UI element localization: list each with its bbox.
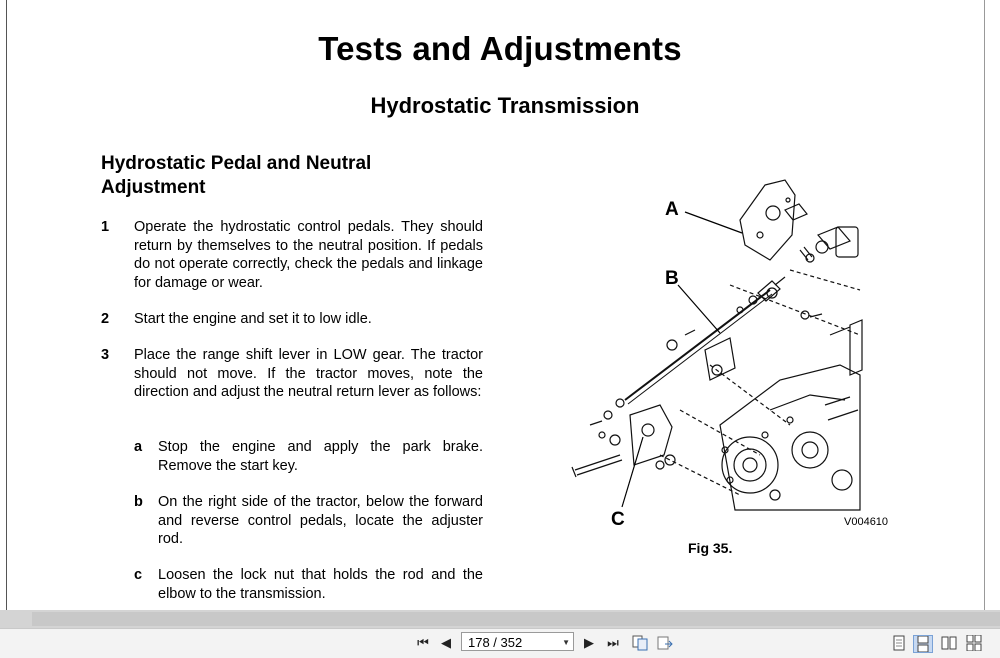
first-page-icon[interactable]: ⏮ [417,635,429,650]
page-title: Tests and Adjustments [318,30,682,67]
transmission-diagram [560,175,900,535]
previous-page-icon[interactable]: ◀ [441,635,451,650]
page-right-border [984,0,985,610]
page-indicator: 178 / 352 [468,635,523,650]
step-text: Operate the hydrostatic control pedals. They should return by themselves to the neutral position. If pedals do not operate correctly, check the pedals and linkage for damage or wear. [134,219,483,291]
substep-letter: a [134,439,143,455]
two-page-continuous-view-icon[interactable] [965,635,983,651]
step-number: 3 [101,347,110,363]
figure-caption: Fig 35. [688,540,733,556]
substep-text: Loosen the lock nut that holds the rod and the elbow to the transmission. [158,567,483,602]
substep-letter: b [134,494,143,510]
substep-letter: c [134,567,143,583]
export-page-icon[interactable] [656,635,674,651]
step-text: Start the engine and set it to low idle. [134,311,372,327]
figure-code: V004610 [844,516,889,528]
substep-text: On the right side of the tractor, below the forward and reverse control pedals, locate the adjuster rod. [158,494,483,547]
page-number-select[interactable] [461,632,574,651]
single-page-view-icon[interactable] [890,635,908,651]
substep-text: Stop the engine and apply the park brake. Remove the start key. [158,439,483,474]
step-number: 1 [101,219,110,235]
page-left-border [6,0,7,610]
figure-label-a: A [665,199,679,220]
copy-page-icon[interactable] [631,635,649,651]
page-subtitle: Hydrostatic Transmission [370,93,640,118]
chevron-down-icon: ▼ [562,638,570,647]
last-page-icon[interactable]: ⏭ [607,635,619,650]
step-number: 2 [101,311,110,327]
figure-label-c: C [611,509,625,530]
step-text: Place the range shift lever in LOW gear. The tractor should not move. If the tractor moves, note the direction and adjust the neutral return lever as follows: [134,347,483,400]
section-heading: Hydrostatic Pedal and Neutral Adjustment [101,153,372,198]
next-page-icon[interactable]: ▶ [584,635,594,650]
scrollbar-thumb[interactable] [32,612,1000,626]
two-page-view-icon[interactable] [940,635,958,651]
continuous-view-icon[interactable] [913,635,933,653]
viewer-toolbar [0,628,1000,658]
figure-label-b: B [665,268,679,289]
